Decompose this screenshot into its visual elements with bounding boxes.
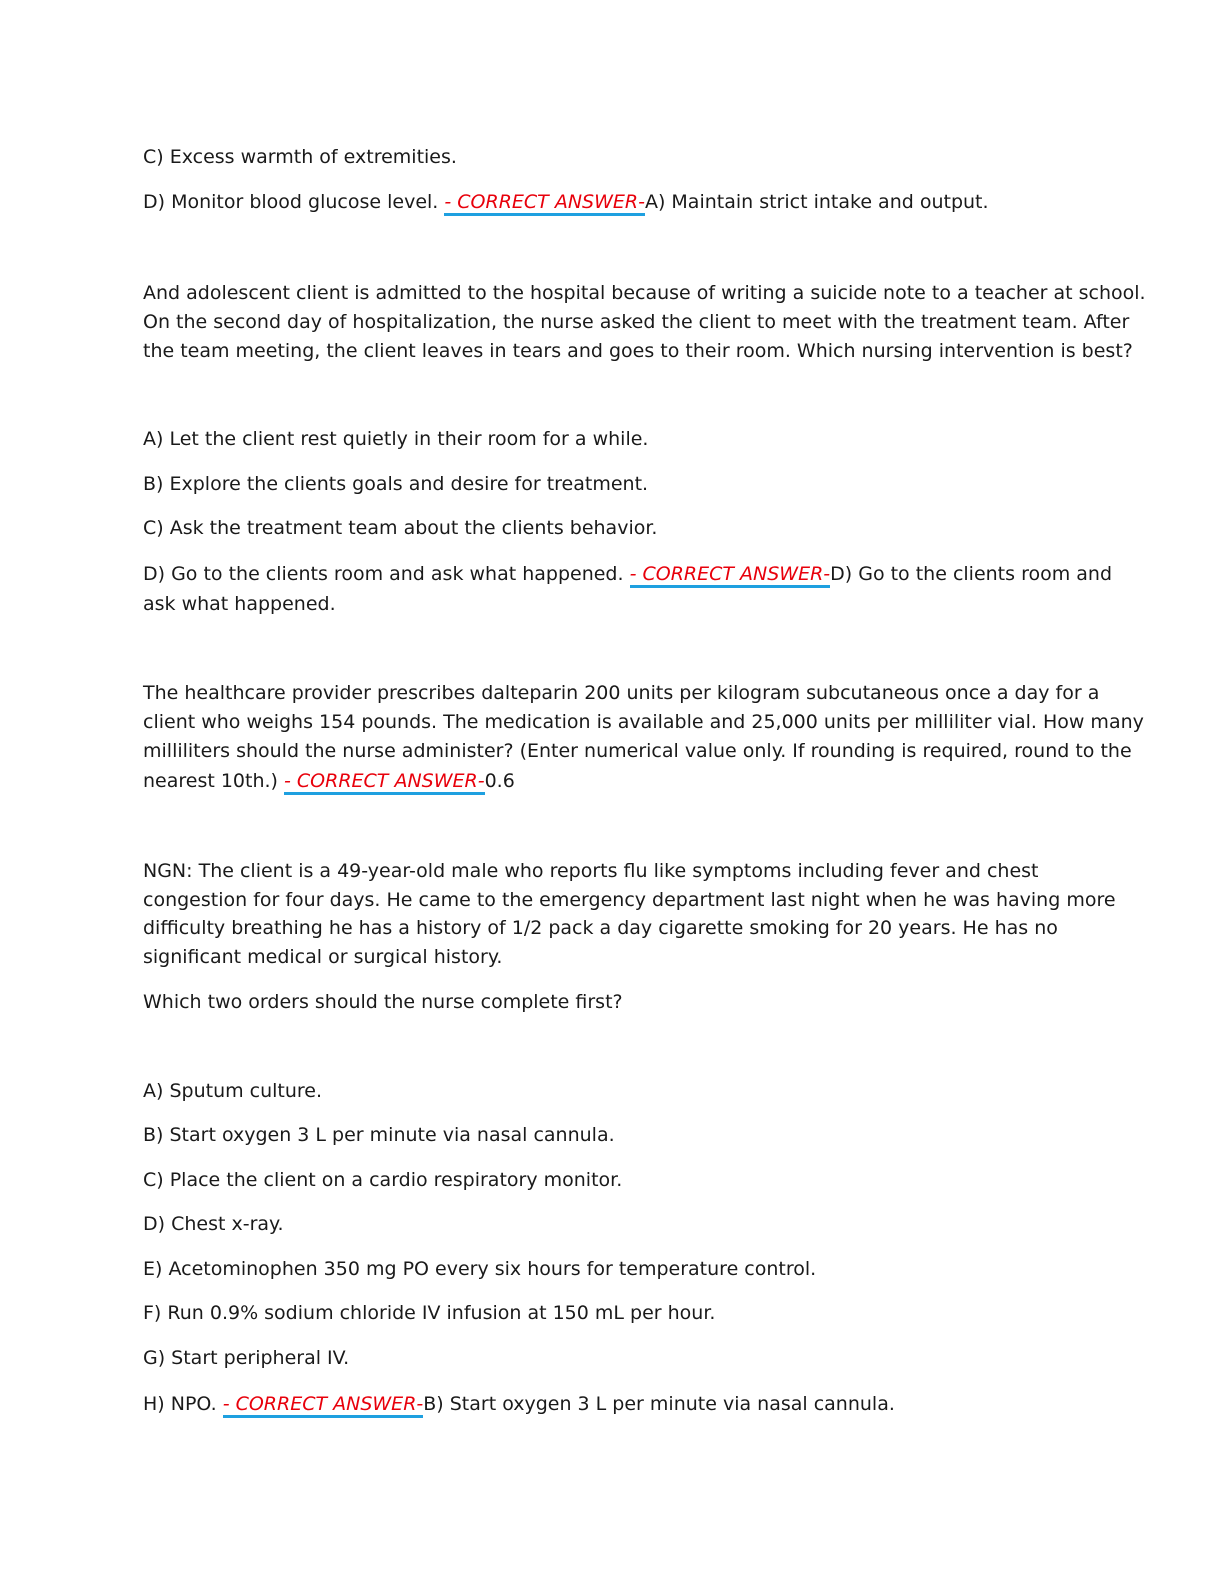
q1-stem-line-2: On the second day of hospitalization, the nurse asked the client to meet with the treatment team. After bbox=[143, 311, 1130, 333]
q2-stem-end: nearest 10th.) bbox=[143, 770, 278, 792]
q2-answer: 0.6 bbox=[484, 770, 515, 792]
q0-option-c: C) Excess warmth of extremities. bbox=[143, 146, 457, 168]
q1-option-d-line bbox=[143, 562, 1112, 586]
q1-answer-part-1: D) Go to the clients room and bbox=[830, 563, 1113, 585]
q3-stem-line-2: congestion for four days. He came to the emergency department last night when he was having more bbox=[143, 889, 1116, 911]
correct-answer-marker: - CORRECT ANSWER- bbox=[284, 770, 485, 795]
q3-option-h: H) NPO. bbox=[143, 1393, 217, 1415]
q3-question: Which two orders should the nurse complete first? bbox=[143, 991, 623, 1013]
q3-option-c: C) Place the client on a cardio respiratory monitor. bbox=[143, 1169, 623, 1191]
q1-stem-line-1: And adolescent client is admitted to the hospital because of writing a suicide note to a teacher at school. bbox=[143, 282, 1146, 304]
q1-stem-line-3: the team meeting, the client leaves in tears and goes to their room. Which nursing intervention is best? bbox=[143, 340, 1133, 362]
q3-option-g: G) Start peripheral IV. bbox=[143, 1347, 350, 1369]
q3-option-e: E) Acetominophen 350 mg PO every six hours for temperature control. bbox=[143, 1258, 817, 1280]
q3-stem-line-4: significant medical or surgical history. bbox=[143, 946, 503, 968]
q2-stem-line-2: client who weighs 154 pounds. The medication is available and 25,000 units per milliliter vial. How many bbox=[143, 711, 1144, 733]
q3-option-d: D) Chest x-ray. bbox=[143, 1213, 284, 1235]
q2-stem-line-4 bbox=[143, 769, 515, 793]
q1-option-c: C) Ask the treatment team about the clients behavior. bbox=[143, 517, 658, 539]
correct-answer-marker: - CORRECT ANSWER- bbox=[223, 1393, 424, 1418]
q3-stem-line-3: difficulty breathing he has a history of 1/2 pack a day cigarette smoking for 20 years. He has no bbox=[143, 917, 1058, 939]
q3-option-b: B) Start oxygen 3 L per minute via nasal cannula. bbox=[143, 1124, 615, 1146]
correct-answer-marker: - CORRECT ANSWER- bbox=[444, 191, 645, 216]
q1-option-b: B) Explore the clients goals and desire for treatment. bbox=[143, 473, 649, 495]
q3-option-h-line bbox=[143, 1392, 895, 1416]
q3-stem-line-1: NGN: The client is a 49-year-old male who reports flu like symptoms including fever and chest bbox=[143, 860, 1039, 882]
q0-option-d: D) Monitor blood glucose level. bbox=[143, 191, 439, 213]
q3-option-f: F) Run 0.9% sodium chloride IV infusion at 150 mL per hour. bbox=[143, 1302, 716, 1324]
q1-option-a: A) Let the client rest quietly in their room for a while. bbox=[143, 428, 649, 450]
q1-answer-part-2: ask what happened. bbox=[143, 593, 336, 615]
q0-option-d-line bbox=[143, 190, 989, 214]
correct-answer-marker: - CORRECT ANSWER- bbox=[630, 563, 831, 588]
q3-answer: B) Start oxygen 3 L per minute via nasal cannula. bbox=[423, 1393, 895, 1415]
q2-stem-line-1: The healthcare provider prescribes dalteparin 200 units per kilogram subcutaneous once a day for a bbox=[143, 682, 1100, 704]
q1-option-d: D) Go to the clients room and ask what happened. bbox=[143, 563, 624, 585]
q2-stem-line-3: milliliters should the nurse administer? (Enter numerical value only. If rounding is required, round to the bbox=[143, 740, 1132, 762]
q3-option-a: A) Sputum culture. bbox=[143, 1080, 323, 1102]
q0-answer: A) Maintain strict intake and output. bbox=[644, 191, 989, 213]
